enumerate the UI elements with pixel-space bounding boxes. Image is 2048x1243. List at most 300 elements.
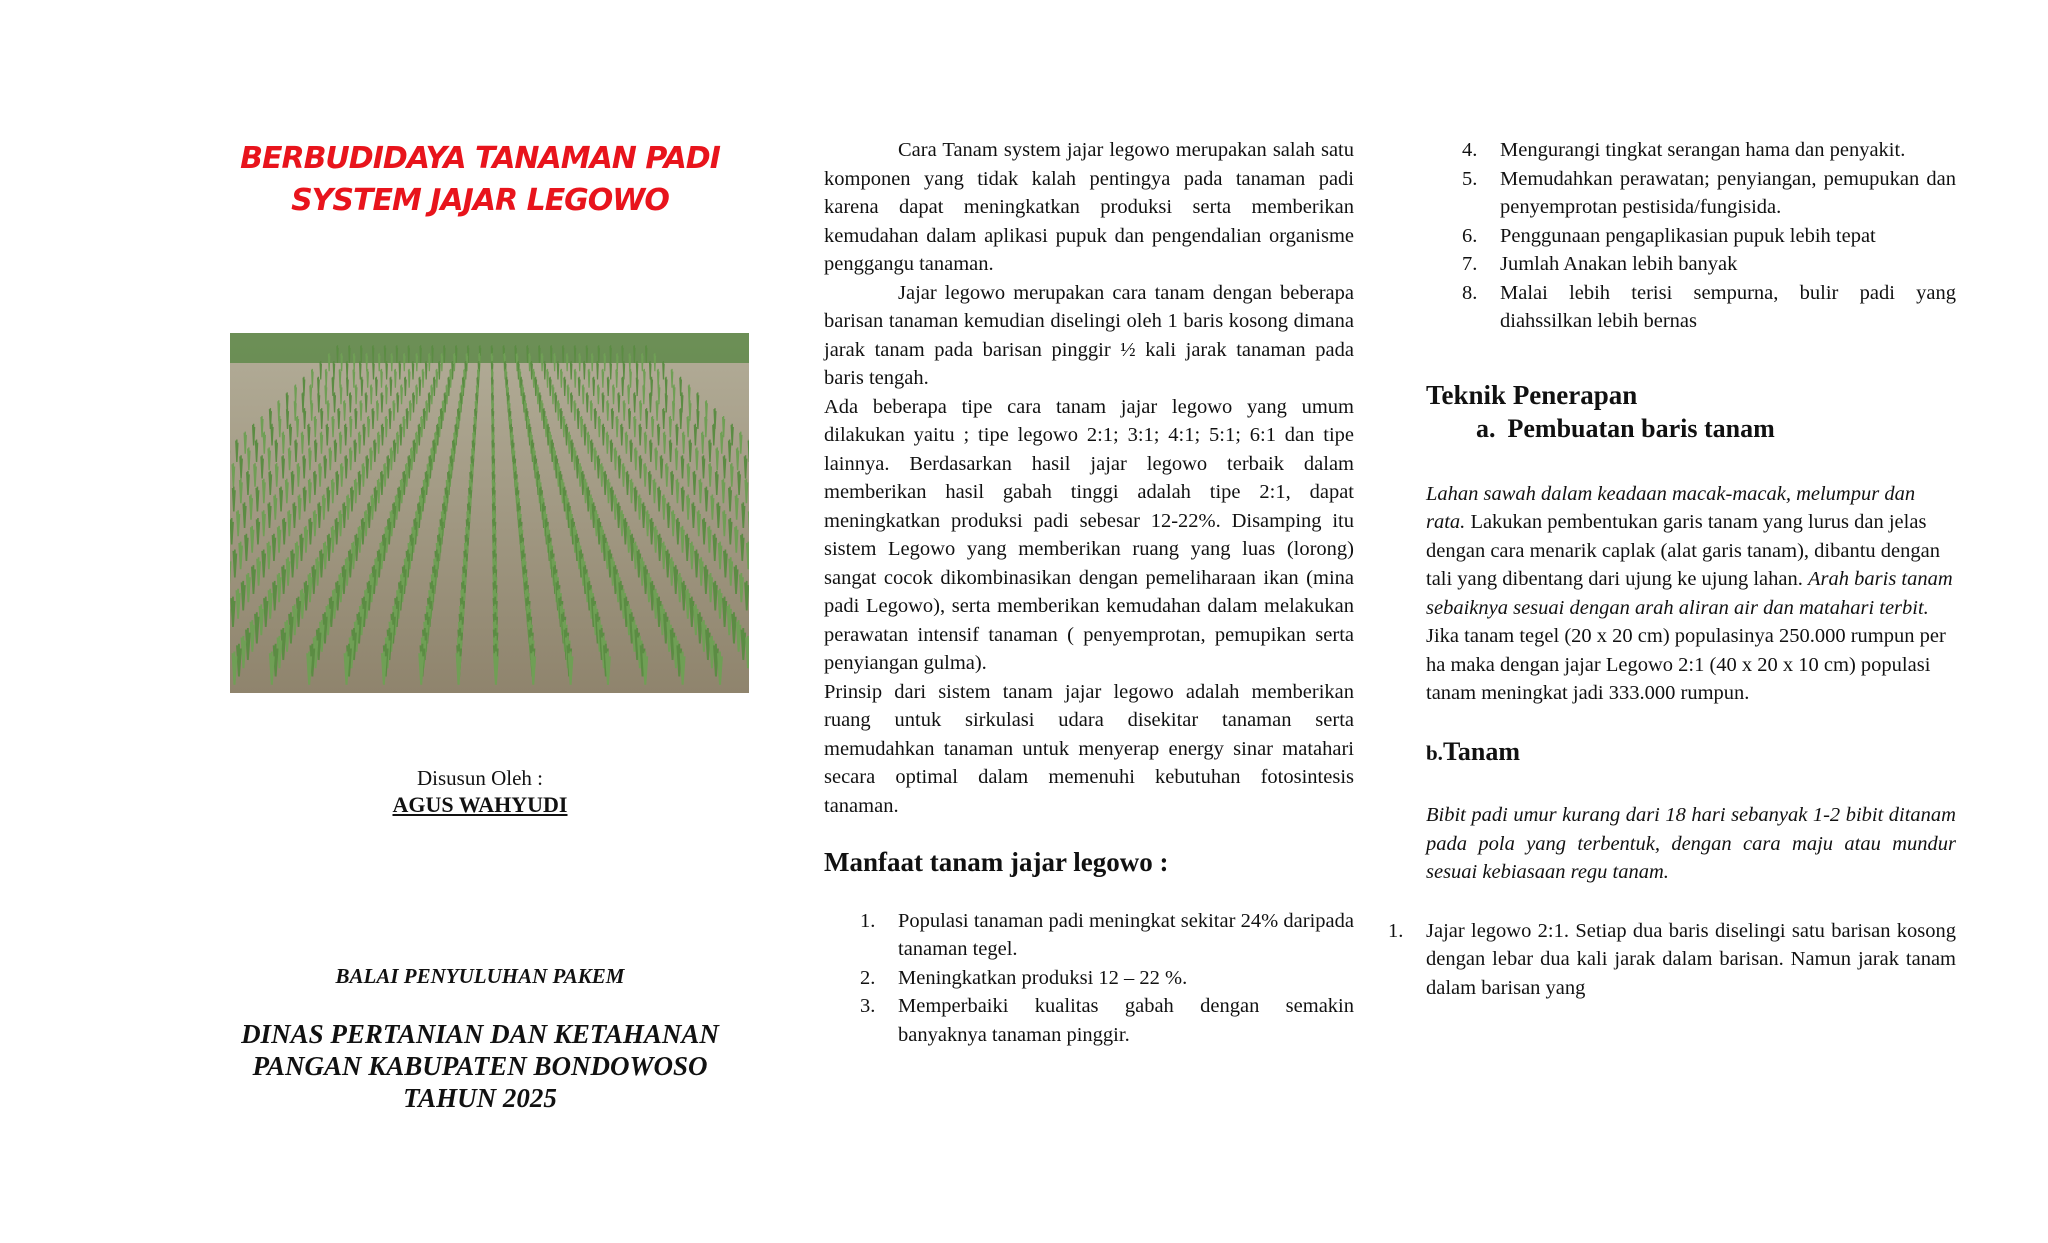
rice-seedling (593, 377, 595, 396)
rice-seedling (549, 377, 551, 396)
rice-seedling (650, 518, 653, 544)
rice-seedling (256, 440, 258, 462)
rice-seedling (654, 353, 655, 371)
rice-seedling (345, 424, 347, 446)
rice-seedling (729, 557, 732, 585)
planting-list (1388, 917, 1956, 1003)
rice-seedling (230, 518, 233, 544)
rice-seedling (584, 424, 586, 446)
list-text: Populasi tanaman padi meningkat sekitar 24% daripada tanaman tegel. (898, 909, 1354, 960)
rice-seedling (626, 471, 628, 495)
rice-seedling (568, 432, 570, 454)
rice-seedling (642, 502, 645, 528)
rice-seedling (350, 392, 352, 412)
list-text: Memperbaiki kualitas gabah dengan semakin banyaknya tanaman pinggir. (898, 995, 1354, 1046)
rice-seedling (384, 463, 386, 487)
rice-seedling (673, 385, 675, 405)
rice-seedling (723, 510, 726, 536)
rice-seedling (607, 377, 609, 396)
rice-seedling (702, 455, 704, 478)
rice-seedling (697, 510, 700, 536)
rice-seedling (363, 424, 365, 446)
rice-seedling (434, 377, 436, 396)
list-item (1388, 917, 1956, 1003)
rice-seedling (359, 432, 361, 454)
rice-seedling (663, 361, 664, 380)
rice-seedling (594, 447, 596, 470)
rice-seedling (288, 447, 290, 470)
rice-seedling (362, 518, 365, 544)
rice-seedling (729, 487, 731, 512)
rice-seedling (571, 392, 573, 412)
rice-seedling (274, 494, 277, 519)
rice-seedling (642, 353, 643, 371)
rice-seedling (631, 534, 634, 561)
rice-seedling (663, 408, 665, 429)
rice-seedling (386, 385, 388, 405)
rice-seedling (694, 424, 696, 446)
rice-seedling (737, 447, 739, 470)
rice-seedling (582, 385, 584, 405)
rice-seedling (618, 392, 620, 412)
rice-seedling (355, 408, 357, 429)
rice-seedling (386, 361, 387, 380)
rice-seedling (373, 361, 374, 380)
rice-seedling (276, 463, 278, 487)
rice-seedling (328, 353, 329, 371)
rice-seedling (729, 440, 731, 462)
rice-seedling (716, 471, 718, 495)
list-number: 7. (1462, 253, 1478, 275)
rice-seedling (577, 408, 579, 429)
rice-seedling (354, 440, 356, 462)
rice-seedling (247, 573, 250, 602)
list-number: 1. (860, 909, 876, 932)
rice-seedling (709, 440, 711, 462)
body-text: Jika tanam tegel (20 x 20 cm) populasinya 250.000 rumpun per ha maka dengan jajar Legowo 2:1 (40 x 20 x 10 cm) populasi tanam meningkat jadi 333.000 rumpun. (1426, 625, 1946, 704)
rice-seedling (341, 353, 342, 371)
rice-seedling (304, 408, 306, 429)
rice-seedling (657, 369, 658, 388)
rice-seedling (594, 408, 596, 429)
rice-seedling (429, 353, 430, 371)
rice-seedling (634, 392, 636, 412)
subheading-title: Tanam (1442, 736, 1521, 766)
rice-seedling (574, 345, 575, 363)
list-number: 2. (860, 966, 876, 989)
rice-seedling (394, 440, 396, 462)
rice-seedling (639, 455, 641, 478)
rice-seedling (365, 510, 368, 536)
paragraph-definition: Jajar legowo merupakan cara tanam dengan beberapa barisan tanaman kemudian diselingi oleh 1 baris kosong dimana jarak tanam pada barisan pinggir ½ kali jarak tanaman pada baris tengah. (824, 281, 1354, 389)
rice-seedling (587, 432, 589, 454)
rice-seedling (332, 479, 334, 503)
rice-seedling (537, 385, 539, 405)
rice-seedling (311, 400, 313, 420)
rice-seedling (621, 510, 624, 536)
rice-seedling (448, 377, 450, 396)
rice-seedling (436, 369, 437, 388)
rice-seedling (563, 345, 564, 363)
rice-seedling (389, 408, 391, 429)
rice-seedling (614, 447, 616, 470)
rice-seedling (287, 557, 290, 585)
rice-seedling (591, 440, 593, 462)
agency-block (200, 1018, 760, 1114)
rice-seedling (315, 440, 317, 462)
rice-seedling (444, 345, 445, 363)
rice-seedling (579, 353, 580, 371)
rice-seedling (674, 565, 677, 594)
rice-seedling (635, 447, 637, 470)
rice-seedling (717, 502, 720, 528)
rice-seedling (303, 487, 305, 512)
subheading-letter: b. (1426, 740, 1443, 765)
rice-seedling (535, 377, 537, 396)
rice-seedling (731, 463, 733, 487)
list-text: Memudahkan perawatan; penyiangan, pemupukan dan penyemprotan pestisida/fungisida. (1500, 167, 1956, 218)
rice-seedling (312, 369, 313, 388)
rice-seedling (552, 385, 554, 405)
rice-seedling (734, 565, 737, 594)
rice-seedling (671, 369, 672, 388)
rice-seedling (555, 392, 557, 412)
rice-seedling (634, 416, 636, 437)
rice-seedling (735, 494, 738, 519)
rice-seedling (354, 353, 355, 371)
rice-seedling (692, 502, 695, 528)
rice-seedling (687, 494, 690, 519)
list-item (1462, 136, 1956, 165)
rice-seedling (391, 353, 392, 371)
rice-seedling (655, 447, 657, 470)
rice-seedling (646, 345, 647, 363)
rice-seedling (261, 455, 263, 478)
rice-seedling (282, 432, 284, 454)
list-number: 5. (1462, 167, 1478, 190)
rice-seedling (742, 502, 745, 528)
rice-seedling (675, 447, 677, 470)
rice-seedling (426, 400, 428, 420)
rice-seedling (316, 557, 319, 585)
rice-seedling (740, 573, 743, 602)
rice-seedling (441, 353, 442, 371)
rice-seedling (617, 502, 620, 528)
rice-seedling (262, 549, 265, 577)
organization-name: BALAI PENYULUHAN PAKEM (335, 964, 625, 988)
rice-seedling (353, 369, 354, 388)
rice-seedling (347, 377, 349, 396)
rice-seedling (298, 494, 301, 519)
rice-seedling (319, 463, 321, 487)
rice-seedling (667, 502, 670, 528)
rice-seedling (365, 392, 367, 412)
rice-seedling (256, 487, 258, 512)
list-number: 4. (1462, 139, 1478, 161)
rice-seedling (649, 471, 651, 495)
rice-seedling (630, 440, 632, 462)
rice-seedling (294, 400, 296, 420)
rice-seedling (539, 392, 541, 412)
rice-seedling (360, 400, 362, 420)
rice-seedling (658, 424, 660, 446)
rice-seedling (665, 377, 667, 396)
rice-seedling (381, 392, 383, 412)
rice-seedling (731, 424, 733, 446)
rice-seedling (253, 424, 255, 446)
rice-seedling (529, 353, 530, 371)
rice-seedling (320, 432, 322, 454)
rice-seedling (544, 361, 545, 380)
rice-seedling (644, 565, 647, 594)
rice-seedling (658, 534, 661, 561)
rice-seedling (446, 385, 448, 405)
rice-seedling (738, 471, 740, 495)
rice-seedling (337, 345, 338, 363)
subheading-row-making (1476, 412, 1956, 446)
rice-seedling (335, 518, 338, 544)
list-text: Mengurangi tingkat serangan hama dan penyakit. (1500, 139, 1906, 161)
rice-seedling (361, 377, 363, 396)
rice-seedling (651, 377, 653, 396)
rice-seedling (681, 526, 684, 553)
rice-seedling (574, 447, 576, 470)
rice-seedling (697, 392, 699, 412)
rice-seedling (700, 557, 703, 585)
rice-seedling (360, 361, 361, 380)
rice-seedling (312, 565, 315, 594)
rice-seedling (301, 432, 303, 454)
rice-seedling (318, 502, 321, 528)
rice-seedling (616, 416, 618, 437)
rice-seedling (344, 400, 346, 420)
rice-seedling (634, 542, 637, 570)
rice-seedling (724, 549, 727, 577)
rice-seedling (325, 385, 327, 405)
benefit-list-continued (1462, 136, 1956, 336)
rice-seedling (381, 471, 383, 495)
rice-seedling (686, 534, 689, 561)
list-text: Jajar legowo 2:1. Setiap dua baris diselingi satu barisan kosong dengan lebar dua kali jarak dalam barisan. Namun jarak tanam dalam barisan yang (1426, 919, 1956, 999)
rice-seedling (658, 487, 660, 512)
rice-seedling (262, 510, 265, 536)
rice-seedling (554, 353, 555, 371)
rice-seedling (627, 526, 630, 553)
rice-seedling (404, 353, 405, 371)
agency-line2: PANGAN KABUPATEN BONDOWOSO (252, 1051, 708, 1081)
rice-seedling (641, 557, 644, 585)
rice-seedling (696, 447, 698, 470)
rice-seedling (332, 416, 334, 437)
list-item (860, 964, 1354, 993)
rice-seedling (683, 432, 685, 454)
rice-seedling (646, 510, 649, 536)
rice-seedling (297, 416, 299, 437)
rice-seedling (671, 471, 673, 495)
rice-seedling (602, 392, 604, 412)
rice-seedling (378, 479, 380, 503)
rice-seedling (581, 416, 583, 437)
rice-field-photo (230, 333, 749, 693)
rice-seedling (278, 526, 281, 553)
rice-seedling (289, 424, 291, 446)
rice-seedling (300, 534, 303, 561)
rice-seedling (250, 494, 253, 519)
rice-seedling (368, 502, 371, 528)
rice-seedling (400, 424, 402, 446)
rice-seedling (321, 408, 323, 429)
rice-seedling (706, 400, 708, 420)
rice-seedling (745, 479, 747, 503)
rice-seedling (604, 471, 606, 495)
rice-seedling (636, 377, 638, 396)
rice-seedling (640, 400, 642, 420)
rice-seedling (422, 369, 423, 388)
benefit-list (860, 907, 1354, 1050)
rice-seedling (630, 369, 631, 388)
rice-seedling (699, 479, 701, 503)
list-item (1462, 165, 1956, 222)
rice-seedling (240, 479, 242, 503)
rice-seedling (263, 432, 265, 454)
list-number: 1. (1388, 919, 1404, 942)
rice-seedling (327, 487, 329, 512)
list-item (860, 992, 1354, 1049)
list-item (860, 907, 1354, 964)
rice-seedling (279, 416, 281, 437)
rice-seedling (350, 416, 352, 437)
rice-seedling (408, 369, 409, 388)
rice-seedling (560, 408, 562, 429)
rice-seedling (252, 565, 255, 594)
rice-seedling (629, 408, 631, 429)
rice-seedling (644, 463, 646, 487)
rice-seedling (606, 432, 608, 454)
rice-seedling (282, 455, 284, 478)
rice-seedling (257, 557, 260, 585)
rice-field-illustration (230, 333, 749, 693)
rice-seedling (362, 463, 364, 487)
rice-seedling (598, 345, 599, 363)
rice-seedling (676, 518, 679, 544)
rice-seedling (248, 447, 250, 470)
rice-seedling (403, 416, 405, 437)
author-name: AGUS WAHYUDI (392, 792, 568, 817)
rice-seedling (601, 463, 603, 487)
rice-seedling (355, 479, 357, 503)
rice-seedling (735, 526, 738, 553)
rice-seedling (418, 424, 420, 446)
rice-seedling (382, 424, 384, 446)
rice-seedling (690, 542, 693, 570)
rice-seedling (351, 487, 353, 512)
rice-seedling (687, 463, 689, 487)
rice-seedling (740, 432, 742, 454)
rice-seedling (334, 440, 336, 462)
rice-seedling (452, 361, 453, 380)
rice-seedling (379, 353, 380, 371)
rice-seedling (592, 353, 593, 371)
rice-seedling (663, 494, 666, 519)
rice-seedling (349, 345, 350, 363)
rice-seedling (428, 392, 430, 412)
rice-seedling (669, 440, 671, 462)
rice-seedling (614, 494, 617, 519)
rice-seedling (390, 447, 392, 470)
rice-seedling (716, 447, 718, 470)
rice-seedling (547, 369, 548, 388)
rice-seedling (617, 353, 618, 371)
rice-seedling (269, 471, 271, 495)
rice-seedling (566, 424, 568, 446)
rice-seedling (439, 361, 440, 380)
rice-seedling (709, 573, 712, 602)
rice-seedling (405, 377, 407, 396)
rice-seedling (652, 416, 654, 437)
rice-seedling (618, 455, 620, 478)
rice-seedling (630, 479, 632, 503)
rice-seedling (278, 573, 281, 602)
rice-seedling (374, 487, 376, 512)
rice-seedling (654, 526, 657, 553)
rice-seedling (687, 416, 689, 437)
rice-seedling (232, 463, 234, 487)
rice-seedling (268, 447, 270, 470)
rice-seedling (639, 424, 641, 446)
rice-seedling (586, 392, 588, 412)
rice-seedling (338, 408, 340, 429)
rice-seedling (324, 542, 327, 570)
list-number: 3. (860, 995, 876, 1017)
rice-seedling (650, 361, 651, 380)
rice-seedling (309, 447, 311, 470)
rice-seedling (723, 416, 725, 437)
rice-seedling (597, 455, 599, 478)
rice-seedling (709, 463, 711, 487)
rice-seedling (584, 361, 585, 380)
rice-seedling (421, 416, 423, 437)
list-text: Malai lebih terisi sempurna, bulir padi yang diahssilkan lebih bernas (1500, 281, 1956, 332)
rice-seedling (566, 353, 567, 371)
list-number: 8. (1462, 281, 1478, 304)
rice-seedling (653, 479, 655, 503)
rice-seedling (432, 345, 433, 363)
rice-seedling (634, 487, 636, 512)
rice-seedling (682, 487, 684, 512)
rice-seedling (628, 385, 630, 405)
rice-seedling (254, 463, 256, 487)
rice-seedling (708, 526, 711, 553)
rice-seedling (366, 353, 367, 371)
agency-line3: TAHUN 2025 (403, 1083, 557, 1113)
rice-seedling (721, 432, 723, 454)
rice-seedling (350, 447, 352, 470)
rice-seedling (579, 463, 581, 487)
middle-column (824, 136, 1354, 1049)
rice-seedling (385, 416, 387, 437)
italic-text: Lahan sawah dalam keadaan macak-macak, melumpur dan rata. (1426, 482, 1916, 533)
rice-seedling (408, 345, 409, 363)
rice-seedling (309, 479, 311, 503)
rice-seedling (588, 369, 589, 388)
rice-seedling (296, 542, 299, 570)
rice-seedling (564, 377, 566, 396)
rice-seedling (622, 377, 624, 396)
list-text: Meningkatkan produksi 12 – 22 %. (898, 966, 1188, 989)
rice-seedling (625, 432, 627, 454)
rice-seedling (541, 353, 542, 371)
rice-seedling (273, 534, 276, 561)
